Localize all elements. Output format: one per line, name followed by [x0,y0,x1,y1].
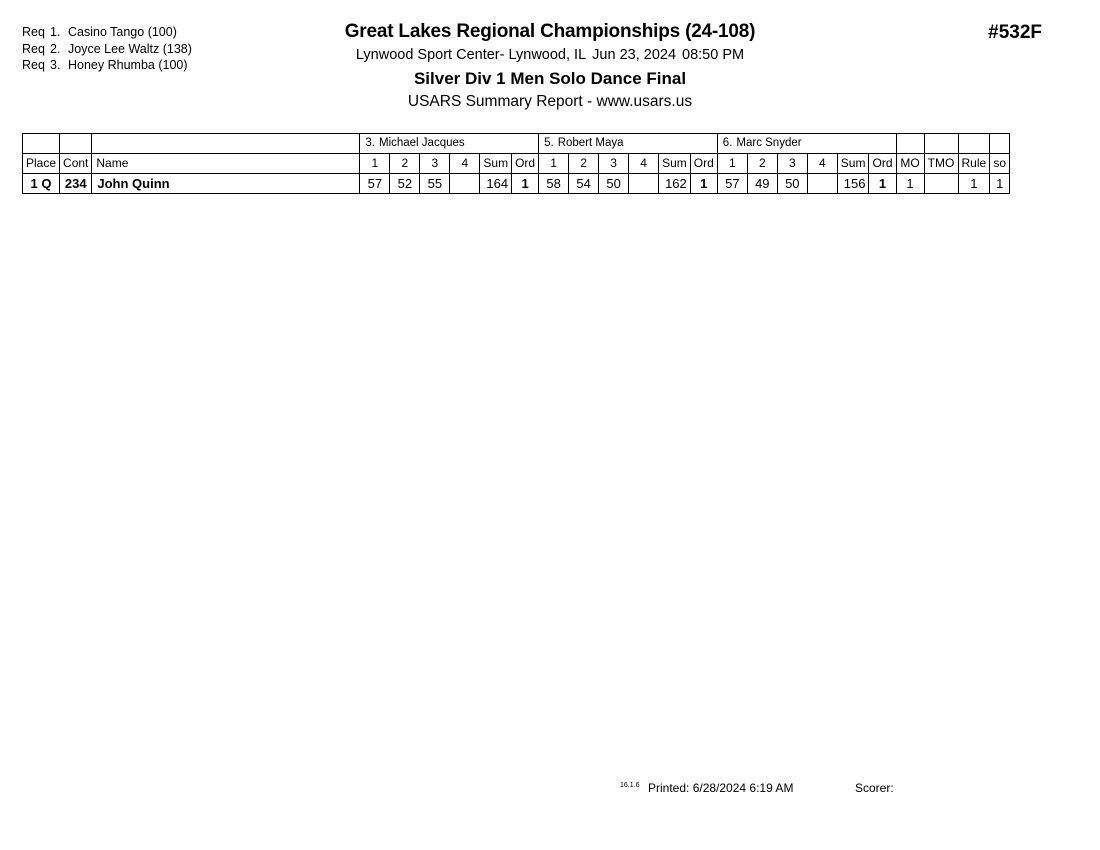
requirement-number: 2. [50,41,61,56]
header-j3-sum: Sum [837,154,869,174]
column-header-row [23,154,1010,174]
cell-j3-dance4 [807,174,837,194]
header-so: so [990,154,1010,174]
requirement-text: Joyce Lee Waltz (138) [68,41,192,56]
header-j1-ord: Ord [512,154,539,174]
cell-j3-dance1: 57 [717,174,747,194]
header-tmo: TMO [924,154,958,174]
header-j3-dance3: 3 [777,154,807,174]
header-j2-dance2: 2 [569,154,599,174]
judge-name: Robert Maya [557,137,624,149]
judge-number: 3. [365,137,375,149]
requirement-number: 3. [50,58,61,72]
header-j2-sum: Sum [659,154,691,174]
spacer-cell [958,134,990,154]
judge-header-1 [360,134,539,154]
header-j1-dance4: 4 [450,154,480,174]
event-time: 08:50 PM [682,47,745,63]
judge-header-3 [717,134,896,154]
report-subtitle: USARS Summary Report - www.usars.us [407,93,693,110]
cell-name: John Quinn [92,174,360,194]
cell-j2-dance3: 50 [599,174,629,194]
header-j3-ord: Ord [869,154,896,174]
version-label: 16.1.6 [620,782,640,789]
event-code: #532F [988,22,1042,43]
requirement-text: Casino Tango (100) [68,25,177,39]
header-j3-dance4: 4 [807,154,837,174]
scorer-label: Scorer: [855,781,894,795]
header-j2-ord: Ord [690,154,717,174]
requirement-number: 1. [50,25,61,39]
cell-j1-ord: 1 [512,174,539,194]
cell-j3-dance3: 50 [777,174,807,194]
judge-name: Marc Snyder [736,137,802,149]
header-j2-dance4: 4 [629,154,659,174]
header-cont: Cont [60,154,92,174]
cell-j3-sum: 156 [837,174,869,194]
header-j1-dance1: 1 [360,154,390,174]
cell-place: 1 Q [23,174,60,194]
header-j2-dance1: 1 [539,154,569,174]
spacer-cell [896,134,924,154]
requirement-label: Req [22,25,45,39]
cell-cont: 234 [60,174,92,194]
cell-j1-dance3: 55 [420,174,450,194]
event-date: Jun 23, 2024 [592,47,677,63]
spacer-cell [60,134,92,154]
header-name: Name [92,154,360,174]
cell-j3-dance2: 49 [747,174,777,194]
cell-mo: 1 [896,174,924,194]
cell-j2-dance2: 54 [569,174,599,194]
spacer-cell [990,134,1010,154]
spacer-cell [92,134,360,154]
requirement-label: Req [22,41,45,56]
header-j3-dance2: 2 [747,154,777,174]
cell-j1-sum: 164 [480,174,512,194]
cell-rule: 1 [958,174,990,194]
cell-j3-ord: 1 [869,174,896,194]
competition-title: Great Lakes Regional Championships (24-108) [344,21,756,42]
requirement-text: Honey Rhumba (100) [68,58,188,72]
venue-location: Lynwood Sport Center- Lynwood, IL [355,47,587,63]
judge-name: Michael Jacques [378,137,465,149]
cell-j2-dance4 [629,174,659,194]
cell-j1-dance2: 52 [390,174,420,194]
summary-table-wrapper [22,133,1010,194]
cell-tmo [924,174,958,194]
header-j3-dance1: 1 [717,154,747,174]
cell-j2-sum: 162 [659,174,691,194]
summary-table [22,133,1010,194]
judge-number: 5. [544,137,554,149]
printed-label: Printed: 6/28/2024 6:19 AM [648,781,794,795]
cell-j2-ord: 1 [690,174,717,194]
header-place: Place [23,154,60,174]
header-j1-sum: Sum [480,154,512,174]
spacer-cell [23,134,60,154]
header-j2-dance3: 3 [599,154,629,174]
cell-so: 1 [990,174,1010,194]
judge-number: 6. [722,137,733,149]
cell-j1-dance4 [450,174,480,194]
requirement-label: Req [22,58,45,72]
cell-j1-dance1: 57 [360,174,390,194]
event-title: Silver Div 1 Men Solo Dance Final [413,69,687,88]
header-mo: MO [896,154,924,174]
judge-header-2 [539,134,718,154]
header-j1-dance2: 2 [390,154,420,174]
header-rule: Rule [958,154,990,174]
table-row [23,174,1010,194]
spacer-cell [924,134,958,154]
report-header [0,20,1100,112]
cell-j2-dance1: 58 [539,174,569,194]
judge-header-row [23,134,1010,154]
venue-line [0,45,1100,65]
header-j1-dance3: 3 [420,154,450,174]
